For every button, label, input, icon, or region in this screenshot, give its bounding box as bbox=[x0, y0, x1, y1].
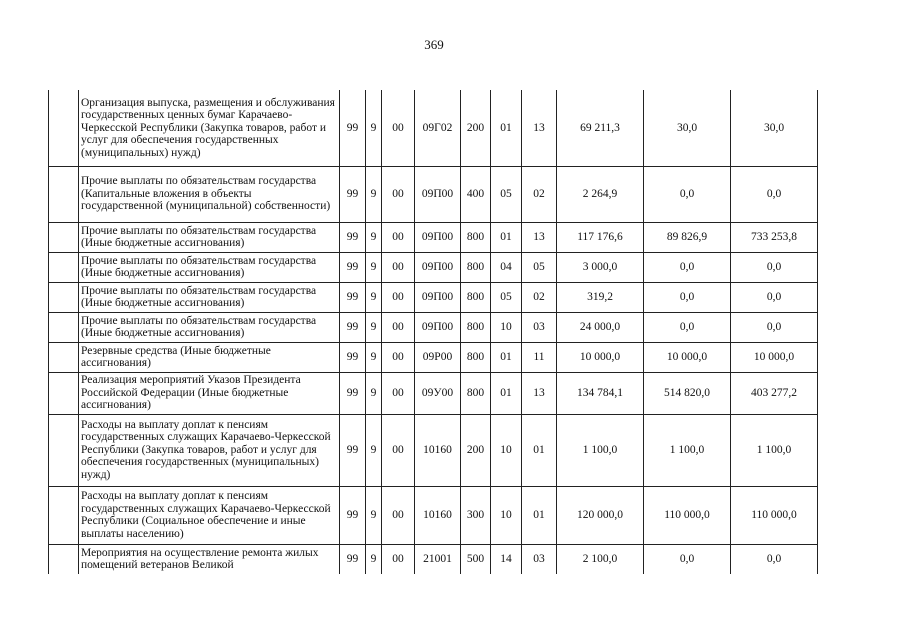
amount-year-2: 0,0 bbox=[644, 166, 731, 222]
row-description: Прочие выплаты по обязательствам государства (Иные бюджетные ассигнования) bbox=[79, 282, 340, 312]
section: 10 bbox=[491, 486, 522, 544]
col-2: 9 bbox=[366, 222, 382, 252]
amount-year-1: 1 100,0 bbox=[557, 414, 644, 486]
subsection: 02 bbox=[522, 166, 557, 222]
expense-type: 800 bbox=[461, 282, 491, 312]
col-3: 00 bbox=[382, 414, 415, 486]
amount-year-2: 89 826,9 bbox=[644, 222, 731, 252]
row-margin-cell bbox=[49, 372, 79, 414]
subsection: 03 bbox=[522, 312, 557, 342]
target-code: 09П00 bbox=[415, 166, 461, 222]
amount-year-3: 0,0 bbox=[731, 166, 818, 222]
row-description: Прочие выплаты по обязательствам государства (Иные бюджетные ассигнования) bbox=[79, 312, 340, 342]
row-margin-cell bbox=[49, 90, 79, 166]
row-description: Резервные средства (Иные бюджетные ассигнования) bbox=[79, 342, 340, 372]
table-body bbox=[49, 90, 818, 574]
col-1: 99 bbox=[340, 222, 366, 252]
row-margin-cell bbox=[49, 282, 79, 312]
row-margin-cell bbox=[49, 486, 79, 544]
amount-year-2: 1 100,0 bbox=[644, 414, 731, 486]
amount-year-1: 319,2 bbox=[557, 282, 644, 312]
col-3: 00 bbox=[382, 90, 415, 166]
col-1: 99 bbox=[340, 414, 366, 486]
target-code: 09П00 bbox=[415, 312, 461, 342]
subsection: 05 bbox=[522, 252, 557, 282]
target-code: 09Р00 bbox=[415, 342, 461, 372]
amount-year-2: 514 820,0 bbox=[644, 372, 731, 414]
table-row bbox=[49, 252, 818, 282]
section: 10 bbox=[491, 312, 522, 342]
page-number: 369 bbox=[424, 37, 444, 52]
row-margin-cell bbox=[49, 342, 79, 372]
row-margin-cell bbox=[49, 252, 79, 282]
target-code: 09П00 bbox=[415, 282, 461, 312]
amount-year-2: 30,0 bbox=[644, 90, 731, 166]
section: 01 bbox=[491, 222, 522, 252]
expense-type: 800 bbox=[461, 372, 491, 414]
amount-year-1: 2 100,0 bbox=[557, 544, 644, 574]
amount-year-2: 0,0 bbox=[644, 312, 731, 342]
amount-year-3: 0,0 bbox=[731, 312, 818, 342]
amount-year-3: 10 000,0 bbox=[731, 342, 818, 372]
col-2: 9 bbox=[366, 282, 382, 312]
amount-year-2: 0,0 bbox=[644, 282, 731, 312]
col-1: 99 bbox=[340, 372, 366, 414]
row-margin-cell bbox=[49, 222, 79, 252]
target-code: 09Г02 bbox=[415, 90, 461, 166]
col-3: 00 bbox=[382, 312, 415, 342]
col-1: 99 bbox=[340, 166, 366, 222]
section: 10 bbox=[491, 414, 522, 486]
section: 01 bbox=[491, 90, 522, 166]
amount-year-3: 1 100,0 bbox=[731, 414, 818, 486]
amount-year-2: 0,0 bbox=[644, 252, 731, 282]
col-1: 99 bbox=[340, 312, 366, 342]
row-description: Прочие выплаты по обязательствам государства (Иные бюджетные ассигнования) bbox=[79, 222, 340, 252]
col-3: 00 bbox=[382, 544, 415, 574]
table-row bbox=[49, 282, 818, 312]
row-description: Мероприятия на осуществление ремонта жилых помещений ветеранов Великой bbox=[79, 544, 340, 574]
col-3: 00 bbox=[382, 282, 415, 312]
amount-year-1: 117 176,6 bbox=[557, 222, 644, 252]
table-row bbox=[49, 342, 818, 372]
col-2: 9 bbox=[366, 486, 382, 544]
col-2: 9 bbox=[366, 544, 382, 574]
section: 14 bbox=[491, 544, 522, 574]
row-description: Расходы на выплату доплат к пенсиям государственных служащих Карачаево-Черкесской Республики (Закупка товаров, работ и услуг для обеспечения государственных (муниципальных) нужд) bbox=[79, 414, 340, 486]
target-code: 09У00 bbox=[415, 372, 461, 414]
expense-type: 400 bbox=[461, 166, 491, 222]
expense-type: 800 bbox=[461, 252, 491, 282]
target-code: 09П00 bbox=[415, 252, 461, 282]
col-3: 00 bbox=[382, 166, 415, 222]
amount-year-2: 10 000,0 bbox=[644, 342, 731, 372]
subsection: 01 bbox=[522, 414, 557, 486]
table-row bbox=[49, 166, 818, 222]
target-code: 09П00 bbox=[415, 222, 461, 252]
target-code: 10160 bbox=[415, 486, 461, 544]
amount-year-3: 0,0 bbox=[731, 252, 818, 282]
amount-year-2: 110 000,0 bbox=[644, 486, 731, 544]
target-code: 21001 bbox=[415, 544, 461, 574]
row-description: Расходы на выплату доплат к пенсиям государственных служащих Карачаево-Черкесской Республики (Социальное обеспечение и иные выплаты населению) bbox=[79, 486, 340, 544]
col-1: 99 bbox=[340, 486, 366, 544]
section: 05 bbox=[491, 282, 522, 312]
col-3: 00 bbox=[382, 372, 415, 414]
row-description: Организация выпуска, размещения и обслуживания государственных ценных бумаг Карачаево-Черкесской Республики (Закупка товаров, работ и услуг для обеспечения государственных (муниципальных) нужд) bbox=[79, 90, 340, 166]
amount-year-2: 0,0 bbox=[644, 544, 731, 574]
col-3: 00 bbox=[382, 252, 415, 282]
amount-year-3: 733 253,8 bbox=[731, 222, 818, 252]
row-margin-cell bbox=[49, 544, 79, 574]
amount-year-1: 3 000,0 bbox=[557, 252, 644, 282]
target-code: 10160 bbox=[415, 414, 461, 486]
row-margin-cell bbox=[49, 312, 79, 342]
amount-year-3: 403 277,2 bbox=[731, 372, 818, 414]
row-description: Реализация мероприятий Указов Президента Российской Федерации (Иные бюджетные ассигнования) bbox=[79, 372, 340, 414]
expense-type: 200 bbox=[461, 414, 491, 486]
section: 05 bbox=[491, 166, 522, 222]
col-2: 9 bbox=[366, 90, 382, 166]
amount-year-3: 30,0 bbox=[731, 90, 818, 166]
amount-year-3: 0,0 bbox=[731, 544, 818, 574]
amount-year-1: 134 784,1 bbox=[557, 372, 644, 414]
table-row bbox=[49, 90, 818, 166]
col-2: 9 bbox=[366, 252, 382, 282]
row-margin-cell bbox=[49, 414, 79, 486]
subsection: 13 bbox=[522, 222, 557, 252]
expense-type: 500 bbox=[461, 544, 491, 574]
subsection: 02 bbox=[522, 282, 557, 312]
col-1: 99 bbox=[340, 342, 366, 372]
col-2: 9 bbox=[366, 414, 382, 486]
col-3: 00 bbox=[382, 486, 415, 544]
row-margin-cell bbox=[49, 166, 79, 222]
col-2: 9 bbox=[366, 166, 382, 222]
expense-type: 800 bbox=[461, 312, 491, 342]
subsection: 03 bbox=[522, 544, 557, 574]
amount-year-3: 110 000,0 bbox=[731, 486, 818, 544]
table-row bbox=[49, 312, 818, 342]
section: 04 bbox=[491, 252, 522, 282]
amount-year-1: 2 264,9 bbox=[557, 166, 644, 222]
col-1: 99 bbox=[340, 252, 366, 282]
amount-year-1: 10 000,0 bbox=[557, 342, 644, 372]
col-1: 99 bbox=[340, 282, 366, 312]
row-description: Прочие выплаты по обязательствам государства (Иные бюджетные ассигнования) bbox=[79, 252, 340, 282]
row-description: Прочие выплаты по обязательствам государства (Капитальные вложения в объекты государственной (муниципальной) собственности) bbox=[79, 166, 340, 222]
table-row bbox=[49, 544, 818, 574]
col-2: 9 bbox=[366, 342, 382, 372]
table-row bbox=[49, 372, 818, 414]
section: 01 bbox=[491, 372, 522, 414]
amount-year-1: 69 211,3 bbox=[557, 90, 644, 166]
col-3: 00 bbox=[382, 222, 415, 252]
subsection: 13 bbox=[522, 372, 557, 414]
table-row bbox=[49, 486, 818, 544]
col-2: 9 bbox=[366, 372, 382, 414]
col-2: 9 bbox=[366, 312, 382, 342]
table-row bbox=[49, 414, 818, 486]
amount-year-1: 120 000,0 bbox=[557, 486, 644, 544]
expense-type: 800 bbox=[461, 342, 491, 372]
table-row bbox=[49, 222, 818, 252]
subsection: 13 bbox=[522, 90, 557, 166]
col-1: 99 bbox=[340, 544, 366, 574]
expense-type: 300 bbox=[461, 486, 491, 544]
amount-year-1: 24 000,0 bbox=[557, 312, 644, 342]
expense-type: 200 bbox=[461, 90, 491, 166]
col-1: 99 bbox=[340, 90, 366, 166]
subsection: 11 bbox=[522, 342, 557, 372]
subsection: 01 bbox=[522, 486, 557, 544]
amount-year-3: 0,0 bbox=[731, 282, 818, 312]
expense-type: 800 bbox=[461, 222, 491, 252]
section: 01 bbox=[491, 342, 522, 372]
budget-table bbox=[48, 90, 818, 574]
col-3: 00 bbox=[382, 342, 415, 372]
